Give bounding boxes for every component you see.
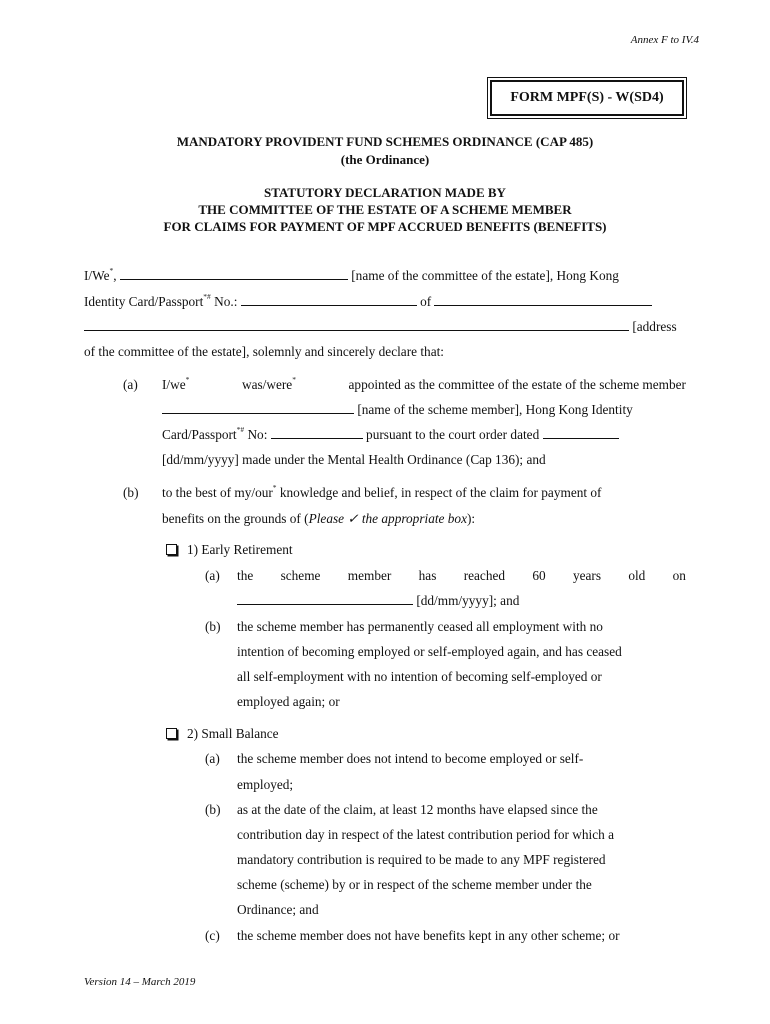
option2-b-line-2: contribution day in respect of the latest contribution period for which a [237, 827, 615, 842]
para-b-text: knowledge and belief, in respect of the claim for payment of [279, 485, 602, 500]
intro-line-2 [84, 294, 652, 310]
iwe-text: I/we* [162, 375, 190, 392]
comma-text: , [113, 268, 117, 283]
committee-name-field[interactable] [120, 268, 348, 280]
option1-b-label: (b) [205, 619, 221, 634]
date-hint: [dd/mm/yyyy]; and [416, 593, 520, 608]
address-hint: [address [632, 319, 677, 334]
option2-b-line-1: as at the date of the claim, at least 12 months have elapsed since the [237, 802, 598, 817]
option1-a-word: old [628, 568, 646, 583]
id-label: Identity Card/Passport [84, 294, 204, 309]
para-b-text: to the best of my/our [162, 485, 273, 500]
footnote-mark: *# [236, 425, 245, 434]
option1-a-word: reached [463, 568, 506, 583]
option2-a-line-2: employed; [237, 777, 294, 792]
footnote-mark: *# [203, 292, 211, 301]
option1-b-line-3: all self-employment with no intention of becoming self-employed or [237, 669, 602, 684]
option2-c-label: (c) [205, 928, 220, 943]
committee-address-field-2[interactable] [84, 319, 629, 331]
option2-b-line-4: scheme (scheme) by or in respect of the scheme member under the [237, 877, 592, 892]
small-balance-checkbox[interactable] [166, 728, 177, 739]
ordinance-subtitle: (the Ordinance) [340, 152, 430, 167]
option2-a-line-1: the scheme member does not intend to become employed or self- [237, 751, 584, 766]
option1-a-line-1 [237, 568, 686, 584]
para-b-label: (b) [123, 485, 139, 500]
iwe-text: I/We [84, 268, 110, 283]
option1-a-line-2 [237, 593, 519, 609]
option1-a-word: scheme [280, 568, 321, 583]
small-balance-title: 2) Small Balance [187, 726, 279, 741]
option2-b-label: (b) [205, 802, 221, 817]
option-early-retirement [166, 542, 293, 558]
id-no-label: No.: [214, 294, 238, 309]
footnote-mark: * [272, 483, 277, 492]
member-name-hint: [name of the scheme member], Hong Kong Identity [357, 402, 633, 417]
option1-b-line-1: the scheme member has permanently ceased all employment with no [237, 619, 603, 634]
committee-id-field[interactable] [241, 294, 417, 306]
para-a-label: (a) [123, 377, 138, 392]
age-60-date-field[interactable] [237, 593, 413, 605]
option1-b-line-2: intention of becoming employed or self-employed again, and has ceased [237, 644, 622, 659]
court-order-date-field[interactable] [543, 427, 619, 439]
para-b-text: benefits on the grounds of ( [162, 511, 309, 526]
intro-closing: of the committee of the estate], solemnly and sincerely declare that: [84, 344, 444, 359]
para-b-text: ): [466, 511, 476, 526]
option2-c-line: the scheme member does not have benefits kept in any other scheme; or [237, 928, 620, 943]
member-name-field[interactable] [162, 402, 354, 414]
para-b-line-2 [162, 511, 475, 527]
declaration-title-line3: FOR CLAIMS FOR PAYMENT OF MPF ACCRUED BENEFITS (BENEFITS) [163, 219, 607, 234]
form-code: FORM MPF(S) - W(SD4) [510, 90, 664, 105]
option2-b-line-3: mandatory contribution is required to be made to any MPF registered [237, 852, 606, 867]
option1-a-word: the [237, 568, 254, 583]
of-label: of [420, 294, 432, 309]
option2-a-label: (a) [205, 751, 220, 766]
id-no-label: No: [247, 427, 268, 442]
declaration-title-line1: STATUTORY DECLARATION MADE BY [264, 185, 506, 200]
member-id-field[interactable] [271, 427, 363, 439]
committee-address-field-1[interactable] [434, 294, 652, 306]
para-a-line-4: [dd/mm/yyyy] made under the Mental Health Ordinance (Cap 136); and [162, 452, 546, 467]
footnote-mark: * [109, 266, 114, 275]
option1-a-label: (a) [205, 568, 220, 583]
para-b-line-1 [162, 485, 601, 501]
form-code-box [490, 80, 684, 116]
para-a-line-1 [162, 377, 686, 393]
para-a-line-3 [162, 427, 619, 443]
instruction-text: Please ✓ the appropriate box [308, 511, 467, 526]
option1-a-word: years [572, 568, 602, 583]
court-order-text: pursuant to the court order dated [366, 427, 540, 442]
option1-b-line-4: employed again; or [237, 694, 340, 709]
early-retirement-checkbox[interactable] [166, 544, 177, 555]
intro-line-3 [84, 319, 677, 335]
option1-a-word: on [672, 568, 686, 583]
annex-reference: Annex F to IV.4 [630, 34, 699, 46]
option2-b-line-5: Ordinance; and [237, 902, 319, 917]
option1-a-word: 60 [532, 568, 546, 583]
ordinance-title: MANDATORY PROVIDENT FUND SCHEMES ORDINANCE (CAP 485) [176, 134, 594, 149]
declaration-title-line2: THE COMMITTEE OF THE ESTATE OF A SCHEME MEMBER [198, 202, 572, 217]
option1-a-word: member [347, 568, 392, 583]
waswere-text: was/were* [241, 375, 296, 392]
committee-name-hint: [name of the committee of the estate], Hong Kong [351, 268, 619, 283]
version-footer: Version 14 – March 2019 [84, 976, 196, 988]
intro-line-1 [84, 268, 619, 284]
para-a-text: appointed as the committee of the estate of the scheme member [348, 377, 686, 392]
option-small-balance [166, 726, 279, 742]
para-a-line-2 [162, 402, 633, 418]
id-label: Card/Passport [162, 427, 237, 442]
early-retirement-title: 1) Early Retirement [187, 542, 293, 557]
option1-a-word: has [418, 568, 437, 583]
